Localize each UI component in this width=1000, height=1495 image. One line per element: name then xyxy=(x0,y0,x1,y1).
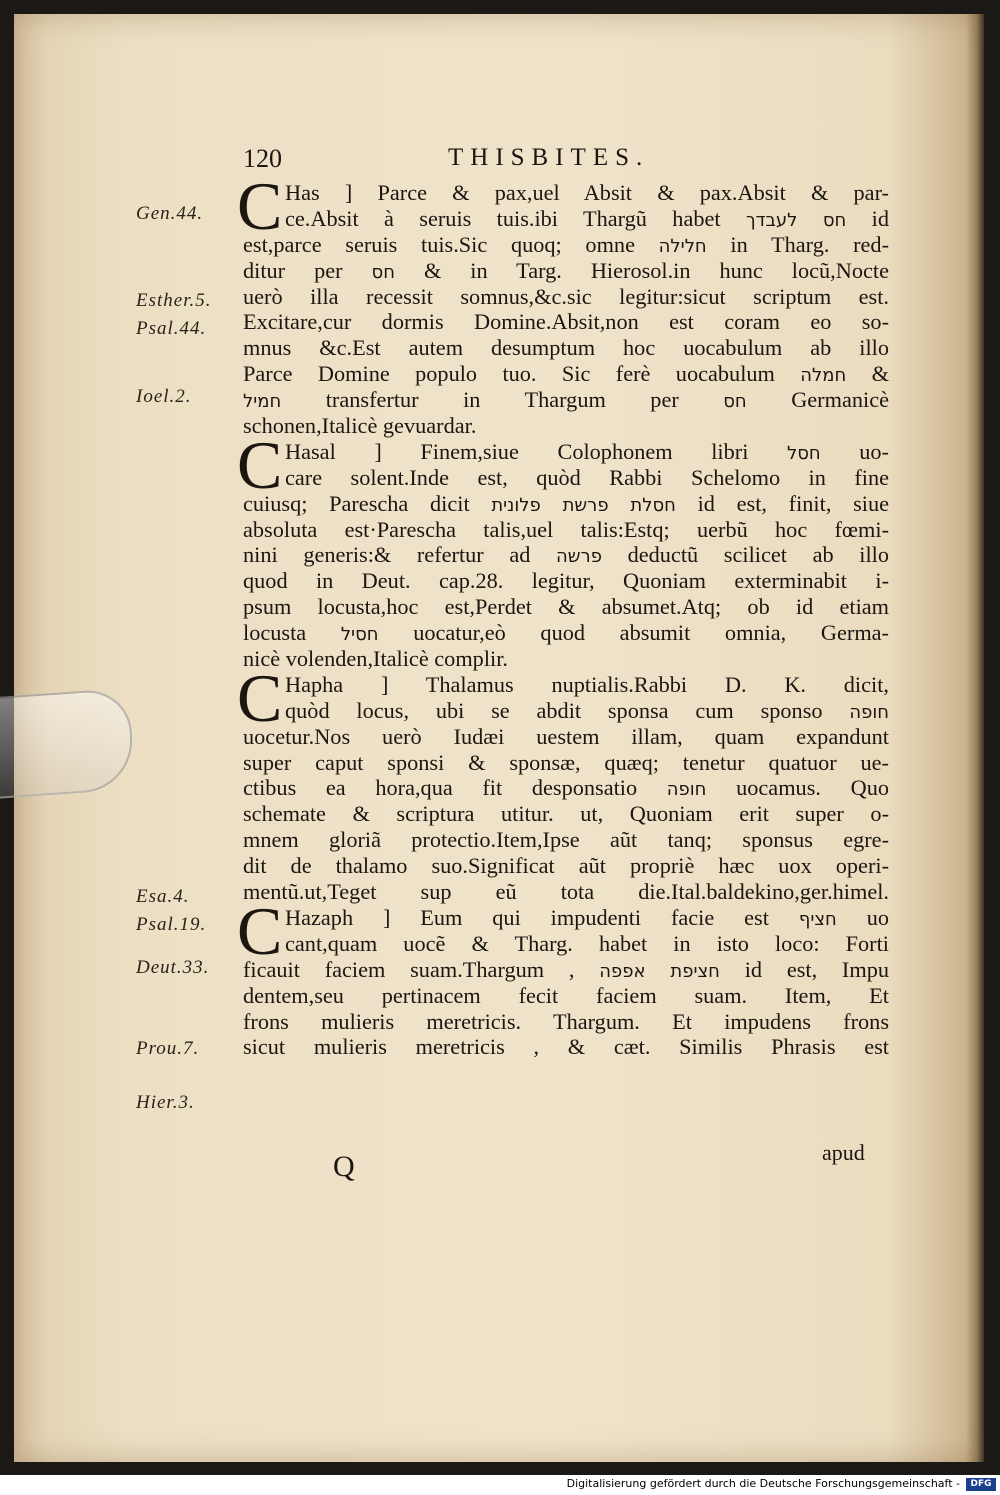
page-number: 120 xyxy=(243,144,282,173)
margin-note: Deut.33. xyxy=(136,957,210,978)
hebrew-text: חופה xyxy=(666,779,707,801)
text-line: ctibus ea hora,qua fit desponsatio חופה uocamus. Quo xyxy=(243,775,889,801)
text-line: dentem,seu pertinacem fecit faciem suam. Item, Et xyxy=(243,982,889,1008)
text-line: חמיל transfertur in Thargum per חס Germanicè xyxy=(243,387,889,413)
hebrew-text: חס xyxy=(723,391,747,413)
hebrew-text: חס לעבדך xyxy=(745,209,847,231)
text-line: cuiusq; Parescha dicit חסלת פרשת פלונית id est, finit, siue xyxy=(243,490,889,516)
text-line: uerò illa recessit somnus,&c.sic legitur:sicut scriptum est. xyxy=(243,283,889,309)
text-line: sicut mulieris meretricis , & cæt. Similis Phrasis est xyxy=(243,1034,889,1060)
footer-credit: Digitalisierung gefördert durch die Deutsche Forschungsgemeinschaft - xyxy=(566,1477,960,1490)
signature-mark: Q xyxy=(333,1150,355,1183)
margin-note: Esa.4. xyxy=(136,886,190,907)
hebrew-text: חמלה xyxy=(800,365,847,387)
entry-chas xyxy=(237,168,889,439)
text-line: Hapha ] Thalamus nuptialis.Rabbi D. K. dicit, xyxy=(285,671,889,697)
text-line: nicè volenden,Italicè complir. xyxy=(243,646,508,672)
text-line: ficauit faciem suam.Thargum , חציפת אפפה id est, Impu xyxy=(243,956,890,982)
text-line: Hazaph ] Eum qui impudenti facie est חציף uo xyxy=(285,904,889,930)
text-line: Has ] Parce & pax,uel Absit & pax.Absit & par- xyxy=(285,180,889,205)
text-line: nini generis:& refertur ad פרשה deductũ scilicet ab illo xyxy=(243,542,889,568)
hebrew-text: חציפת אפפה xyxy=(599,960,720,982)
margin-note: Ioel.2. xyxy=(136,386,192,407)
text-line: dit de thalamo suo.Significat aũt propriè hæc uox operi- xyxy=(243,853,889,879)
hebrew-text: חס xyxy=(371,261,395,283)
dfg-logo-icon: DFG xyxy=(966,1478,996,1491)
margin-note: Esther.5. xyxy=(136,290,212,311)
hebrew-text: חסל xyxy=(786,442,821,464)
hebrew-text: חציף xyxy=(798,908,837,930)
text-line: schemate & scriptura utitur. ut, Quoniam erit super o- xyxy=(243,801,889,827)
text-line: est,parce seruis tuis.Sic quoq; omne חלילה in Tharg. red- xyxy=(243,231,889,257)
text-line: schonen,Italicè gevuardar. xyxy=(243,413,477,439)
text-line: mentũ.ut,Teget sup eũ tota die.Ital.baldekino,ger.himel. xyxy=(243,879,889,905)
margin-note: Psal.44. xyxy=(136,318,207,339)
text-line: uocetur.Nos uerò Iudæi uestem illam, quam expandunt xyxy=(243,723,889,749)
text-column xyxy=(237,168,890,1060)
page-gutter-shadow xyxy=(966,14,984,1462)
hebrew-text: חופה xyxy=(849,701,890,723)
hebrew-text: חמיל xyxy=(243,391,282,413)
hebrew-text: חלילה xyxy=(658,235,707,257)
text-line: ce.Absit à seruis tuis.ibi Thargũ habet חס לעבדך id xyxy=(285,205,889,231)
drop-cap: C xyxy=(237,892,283,969)
text-line: Parce Domine populo tuo. Sic ferè uocabulum חמלה & xyxy=(243,361,889,387)
footer-bar xyxy=(0,1475,1000,1495)
text-line: mnem gloriã protectio.Item,Ipse aũt tanq; sponsus egre- xyxy=(243,827,889,853)
text-line: mnus &c.Est autem desumptum hoc uocabulum ab illo xyxy=(243,335,889,361)
hebrew-text: חסיל xyxy=(340,624,379,646)
text-line: quod in Deut. cap.28. legitur, Quoniam exterminabit i- xyxy=(243,568,889,594)
hebrew-text: פרשה xyxy=(556,546,602,568)
drop-cap: C xyxy=(237,426,283,503)
catchword: apud xyxy=(822,1140,865,1165)
margin-note: Gen.44. xyxy=(136,203,204,224)
running-title: THISBITES. xyxy=(448,144,650,171)
running-head xyxy=(243,144,883,180)
margin-note: Psal.19. xyxy=(136,914,207,935)
text-line: Hasal ] Finem,siue Colophonem libri חסל uo- xyxy=(285,438,889,464)
text-line: cant,quam uocẽ & Tharg. habet in isto loco: Forti xyxy=(285,930,889,956)
text-line: care solent.Inde est, quòd Rabbi Schelomo in fine xyxy=(285,464,889,490)
text-line: psum locusta,hoc est,Perdet & absumet.Atq; ob id etiam xyxy=(243,594,889,620)
hebrew-text: חסלת פרשת פלונית xyxy=(491,494,676,516)
text-line: frons mulieris meretricis. Thargum. Et impudens frons xyxy=(243,1008,889,1034)
margin-note: Prou.7. xyxy=(136,1038,200,1059)
text-line: absoluta est·Parescha talis,uel talis:Estq; uerbũ hoc fœmi- xyxy=(243,516,889,542)
text-line: super caput sponsi & sponsæ, quæq; tenetur quatuor ue- xyxy=(243,749,889,775)
text-line: locusta חסיל uocatur,eò quod absumit omnia, Germa- xyxy=(243,620,889,646)
drop-cap: C xyxy=(237,168,283,244)
text-line: quòd locus, ubi se abdit sponsa cum sponso חופה xyxy=(285,697,890,723)
text-line: Excitare,cur dormis Domine.Absit,non est coram eo so- xyxy=(243,309,889,335)
margin-note: Hier.3. xyxy=(136,1092,195,1113)
text-line: ditur per חס & in Targ. Hierosol.in hunc locũ,Nocte xyxy=(243,257,889,283)
drop-cap: C xyxy=(237,659,283,736)
